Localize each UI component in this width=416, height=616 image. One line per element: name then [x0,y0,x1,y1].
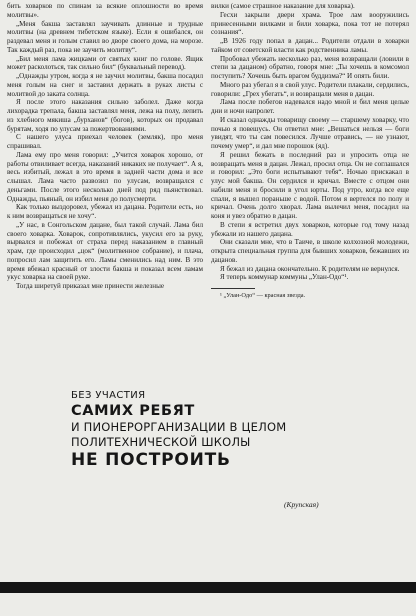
quote-attribution: (Крупская) [284,500,319,509]
slogan-line-1: БЕЗ УЧАСТИЯ [71,390,146,401]
right-paragraphs [211,2,409,282]
paragraph: вилки (самое страшное наказание для ховарка). [211,2,355,10]
paragraph: В степи я встретил двух ховарков, которые год тому назад убежали из нашего дацана. [211,220,409,238]
bottom-black-bar [0,582,416,593]
paragraph: Я после этого наказания сильно заболел. Даже когда лихорадка трепала, бакша заставлял меня, лежа на полу, лепить из хлебного мякиша „бурханов“ (богов), которых он продавал бурятам, ходя по улусам за пожертвованиями. [7,98,203,133]
paragraph: Гесхи закрыли двери храма. Трое лам вооружились принесенными вилками и били ховарка, пока тот не потерял сознания“. [211,10,409,37]
paragraph: Лама ему про меня говорил: „Учится ховарок хорошо, от работы отвиливает всегда, наказаний никаких не получает“. А я, весь избитый, лежал в это время в задней части дома и все слышал. Лама часто развозил по улусам, возвращался с деньгами. После этого несколько дней под ряд пьянствовал. Однажды, пьяный, он избил меня до полусмерти. [7,150,203,203]
paragraph: „Однажды утром, когда я не заучил молитвы, бакша посадил меня голым на снег и заставил держать в руках листы с молитвой до заката солнца. [7,72,203,98]
paragraph: „Бил меня лама жицками от святых книг по голове. Ящик может расколоться, так сильно бил“ (буквальный перевод). [7,54,203,72]
paragraph: „У нас, в Сонгольском дацане, был такой случай. Лама бил своего ховарка. Ховарок, сопротивлялись, укусил его за руку, вырвался и побежал от страха перед наказанием в главный храм, где происходил „цок“ (молитвенное собрание), и плача, попросил лам защитить его. Ламы сменились над ним. В это время вбежал красный от злости бакша и показал всем ламам укус ховарка на своей руке. [7,220,203,282]
slogan-line-5: НЕ ПОСТРОИТЬ [71,450,231,470]
slogan-line-4: ПОЛИТЕХНИЧЕСКОЙ ШКОЛЫ [71,435,251,449]
paragraph: Лама после побегов надевался надо мной и бил меня целые дни и ночи напролет. [211,98,409,115]
footnote: ¹ „Улан-Одо“ — красная звезда. [220,292,306,299]
paragraph: бить ховарков по спинам за всякие оплошности во время молитвы». [7,2,203,19]
paragraph: Как только выздоровел, убежал из дацана. Родители есть, но к ним возвращаться не хочу“. [7,203,203,220]
right-text-column [211,2,409,300]
paragraph: Я бежал из дацана окончательно. К родителям не вернулся. [220,264,400,273]
paragraph: Тогда ширетуй приказал мне принести железные [16,282,164,290]
slogan-line-3: И ПИОНЕРОРГАНИЗАЦИИ В ЦЕЛОМ [71,420,287,434]
paragraph: „В 1926 году попал в дацан... Родители отдали в ховарки тайком от советской власти как родственника ламы. [211,37,409,54]
paragraph: Они сказали мне, что в Таиче, в школе колхозной молодежи, открыта специальная группа для бывших ховарков, бежавших из дацанов. [211,238,409,264]
paragraph: Я решил бежать в последний раз и упросить отца не возвращать меня в дацан. Лежал, просил отца. Он не соглашался и говорил: „Это боги испытывают тебя“. Ночью прискакал в улус мой бакша. Он сердился и кричал. Вместе с отцом они набили меня и бросили в угол юрты. Под утро, когда все еще спали, я вышел пораньше с водой. Потом я вертелся по полу и кричал. Очень долго хворал. Лама вылечил меня, посадил на коня и увез обратно в дацан. [211,150,409,220]
paragraph: И сказал однажды товарищу своему — старшему ховарку, что почью я повешусь. Он ответил мне: „Вешаться нельзя — боги увидят, что ты сам повесился. Лучше отравись, — не узнают, почему умер“, и дал мне порошок (яд). [211,115,409,150]
paragraph: „Меня бакша заставлял заучивать длинные и трудные молитвы (на древнем тибетском языке). Если я ошибался, он раздевал меня и голым ставил во дворе своего дома, на морозе. Так каждый раз, пока не заучить молитву“. [7,19,203,54]
paragraph: Много раз убегал я в свой улус. Родители плакали, сердились, говорили: „Грех убегать“, и возвращали меня в дацан. [211,80,409,98]
paragraph: С нашего улуса приехал человек (земляк), про меня спрашивал. [7,133,203,150]
slogan-line-2: САМИХ РЕБЯТ [71,403,195,419]
paragraph: Пробовал убежать несколько раз, меня возвращали (ловили в степи за дацаном) обратно, говоря мне: „Ты хочешь в комсомол поступить? Хочешь быть врагом буддизма?“ И опять били. [211,54,409,80]
left-text-column [7,2,203,291]
slogan-block [71,389,371,471]
paragraph: Я теперь коммунар коммуны „Улан-Одо“¹. [220,273,349,282]
footnote-rule [211,288,255,289]
